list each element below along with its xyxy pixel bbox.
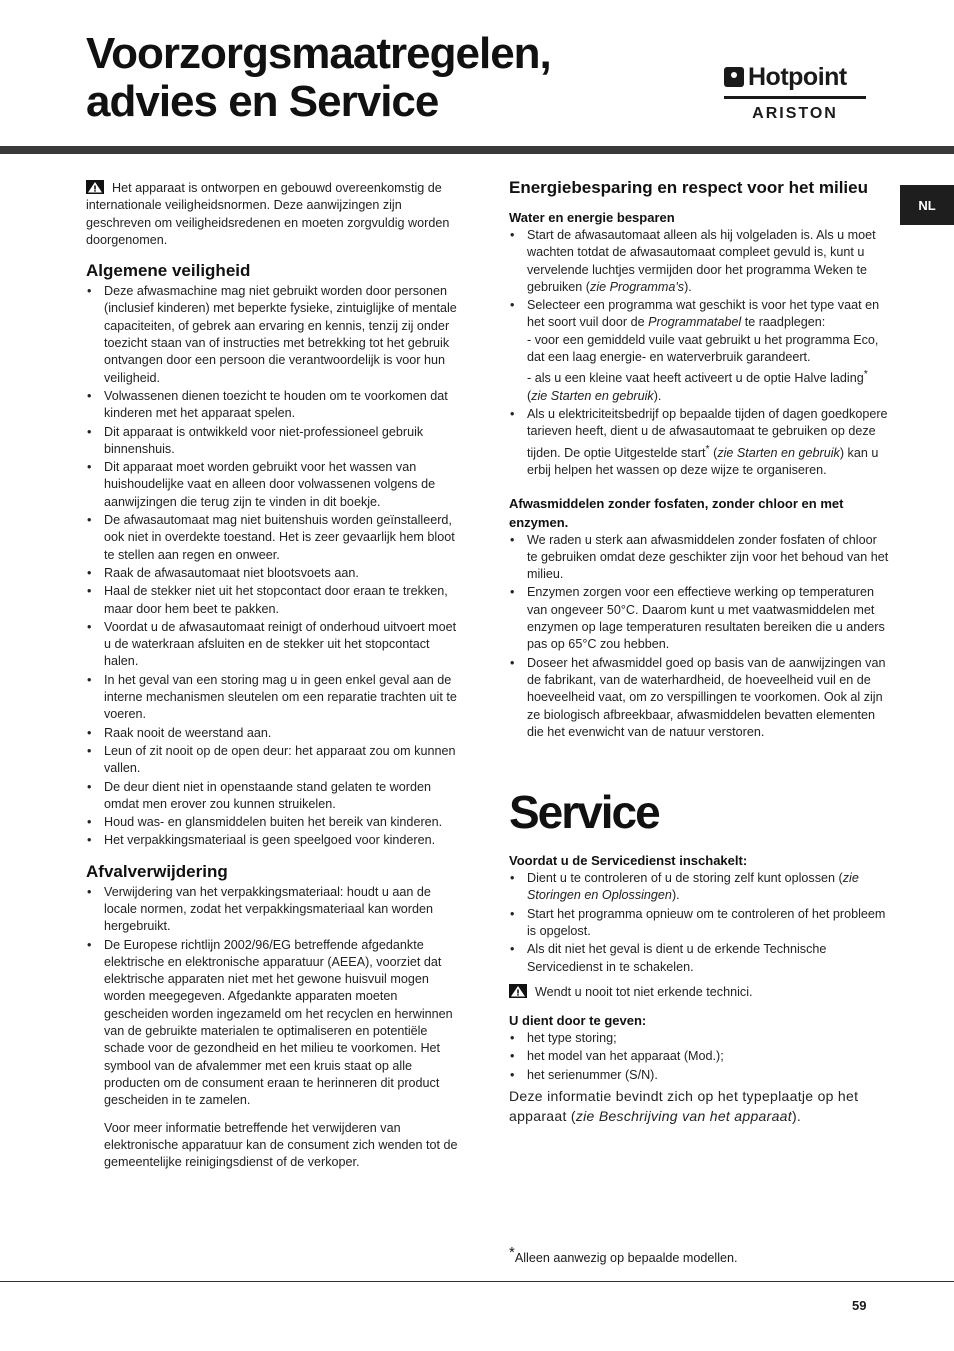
- list-item: • Haal de stekker niet uit het stopcontact door eraan te trekken, maar door hem beet te pakken.: [86, 583, 464, 618]
- detergent-list: [509, 532, 889, 742]
- list-item: • De afwasautomaat mag niet buitenshuis worden geïnstalleerd, ook niet in overdekte toestand. Het is zeer gevaarlijk hem bloot te stellen aan regen en onweer.: [86, 512, 464, 564]
- list-item: • het model van het apparaat (Mod.);: [509, 1048, 889, 1065]
- water-subheading: Water en energie besparen: [509, 210, 675, 225]
- list-item: • Verwijdering van het verpakkingsmateriaal: houdt u aan de locale normen, zodat het verpakkingsmateriaal kan worden hergebruikt.: [86, 884, 464, 936]
- list-item: • De deur dient niet in openstaande stand gelaten te worden omdat men erover zou kunnen struikelen.: [86, 779, 464, 814]
- detergent-subheading: Afwasmiddelen zonder fosfaten, zonder chloor en met enzymen.: [509, 495, 844, 530]
- give-subheading: U dient door te geven:: [509, 1013, 647, 1029]
- list-item: • Voordat u de afwasautomaat reinigt of onderhoud uitvoert moet u de waterkraan afsluiten en de stekker uit het stopcontact halen.: [86, 619, 464, 671]
- logo-name: Hotpoint: [748, 62, 847, 91]
- before-service-subheading: Voordat u de Servicedienst inschakelt:: [509, 853, 748, 869]
- list-item: • Leun of zit nooit op de open deur: het apparaat zou om kunnen vallen.: [86, 743, 464, 778]
- list-item: • Volwassenen dienen toezicht te houden om te voorkomen dat kinderen met het apparaat spelen.: [86, 388, 464, 423]
- list-item: • Houd was- en glansmiddelen buiten het bereik van kinderen.: [86, 814, 464, 831]
- list-item: • Dit apparaat moet worden gebruikt voor het wassen van huishoudelijke vaat en alleen door volwassenen volgens de aanwijzingen die terug zijn te vinden in dit boekje.: [86, 459, 464, 511]
- intro-paragraph: [86, 180, 464, 249]
- list-item: • het type storing;: [509, 1030, 889, 1047]
- safety-heading: Algemene veiligheid: [86, 261, 251, 281]
- list-item: • Het verpakkingsmateriaal is geen speelgoed voor kinderen.: [86, 832, 464, 849]
- page-title-line1: Voorzorgsmaatregelen,: [86, 29, 551, 78]
- page-title: [86, 30, 551, 126]
- list-item: • In het geval van een storing mag u in geen enkel geval aan de interne mechanismen sleutelen om een reparatie trachten uit te voeren.: [86, 672, 464, 724]
- safety-list: [86, 283, 464, 850]
- logo-divider: [724, 96, 866, 99]
- list-item: • Raak de afwasautomaat niet blootsvoets aan.: [86, 565, 464, 582]
- service-title: Service: [509, 786, 659, 839]
- intro-text: Het apparaat is ontworpen en gebouwd overeenkomstig de internationale veiligheidsnormen. Deze aanwijzingen zijn geschreven om veiligheidsredenen en moeten zorgvuldig worden doorgenomen.: [86, 181, 450, 247]
- list-item: • Selecteer een programma wat geschikt is voor het type vaat en het soort vuil door de Programmatabel te raadplegen: - voor een gemiddeld vuile vaat gebruikt u het programma Eco, dat een laag energie- en waterverbruik garandeert. - als u een kleine vaat heeft activeert u de optie Halve lading* (zie Starten en gebruik).: [509, 297, 889, 405]
- page-number: 59: [852, 1298, 867, 1313]
- right-column: [509, 178, 889, 1140]
- left-column: [86, 180, 464, 1184]
- waste-note: Voor meer informatie betreffende het verwijderen van elektronische apparatuur kan de consument zich wenden tot de gemeentelijke reinigingsdienst of de verkoper.: [104, 1120, 458, 1170]
- waste-heading: Afvalverwijdering: [86, 861, 228, 881]
- list-item: • Enzymen zorgen voor een effectieve werking op temperaturen van ongeveer 50°C. Daarom kunt u met vaatwasmiddelen met enzymen op lage temperaturen resultaten bereiken die u anders pas op 65°C zou hebben.: [509, 584, 889, 653]
- list-item: • Als dit niet het geval is dient u de erkende Technische Servicedienst in te schakelen.: [509, 941, 889, 976]
- list-item: • Als u elektriciteitsbedrijf op bepaalde tijden of dagen goedkopere tarieven heeft, dient u de afwasautomaat te gebruiken op deze tijden. De optie Uitgestelde start* (zie Starten en gebruik) kan u erbij helpen het wassen op deze wijze te organiseren.: [509, 406, 889, 479]
- logo-mark-icon: [724, 67, 744, 87]
- list-item: • Dient u te controleren of u de storing zelf kunt oplossen (zie Storingen en Oplossingen).: [509, 870, 889, 905]
- before-service-list: [509, 870, 889, 976]
- list-item: • Start de afwasautomaat alleen als hij volgeladen is. Als u moet wachten totdat de afwasautomaat compleet gevuld is, kunt u vervelende luchtjes vermijden door het programma Weken te gebruiken (zie Programma's).: [509, 227, 889, 296]
- logo-subname: ARISTON: [752, 105, 838, 122]
- energy-heading: Energiebesparing en respect voor het milieu: [509, 178, 868, 197]
- waste-list: [86, 884, 464, 1110]
- footer-divider: [0, 1281, 954, 1282]
- list-item: • We raden u sterk aan afwasmiddelen zonder fosfaten of chloor te gebruiken omdat deze geschikter zijn voor het behoud van het milieu.: [509, 532, 889, 584]
- warning-icon: [86, 180, 104, 194]
- give-list: [509, 1030, 889, 1084]
- warning-icon: [509, 984, 527, 998]
- water-list: [509, 227, 889, 480]
- footnote: *Alleen aanwezig op bepaalde modellen.: [509, 1244, 738, 1266]
- technician-warning: Wendt u nooit tot niet erkende technici.: [509, 984, 889, 1001]
- list-item: • Start het programma opnieuw om te controleren of het probleem is opgelost.: [509, 906, 889, 941]
- info-paragraph: Deze informatie bevindt zich op het typeplaatje op het apparaat (zie Beschrijving van het apparaat).: [509, 1088, 859, 1125]
- header-divider: [0, 146, 954, 154]
- page-title-line2: advies en Service: [86, 77, 439, 126]
- list-item: • De Europese richtlijn 2002/96/EG betreffende afgedankte elektrische en elektronische apparatuur (AEEA), voorziet dat elektrische apparaten niet met het gewone huisvuil mogen worden meegegeven. Afgedankte apparaten moeten gescheiden worden ingezameld om het recyclen en herwinnen van de gebruikte materialen te optimaliseren en potentiële schade voor de gezondheid en het milieu te voorkomen. Het symbool van de afvalemmer met een kruis staat op alle producten om de consument eraan te herinneren dit product gescheiden in te zamelen.: [86, 937, 464, 1110]
- brand-logo: [724, 60, 866, 123]
- list-item: • Dit apparaat is ontwikkeld voor niet-professioneel gebruik binnenshuis.: [86, 424, 464, 459]
- list-item: • het serienummer (S/N).: [509, 1067, 889, 1084]
- list-item: • Raak nooit de weerstand aan.: [86, 725, 464, 742]
- language-tab: NL: [900, 185, 954, 225]
- list-item: • Deze afwasmachine mag niet gebruikt worden door personen (inclusief kinderen) met beperkte fysieke, zintuiglijke of mentale capaciteiten, of gebrek aan ervaring en kennis, tenzij zij onder toezicht staan van of instructies met betrekking tot het gebruik ontvangen door een persoon die verantwoordelijk is voor hun veiligheid.: [86, 283, 464, 387]
- list-item: • Doseer het afwasmiddel goed op basis van de aanwijzingen van de fabrikant, van de waterhardheid, de hoeveelheid vuil en de hoeveelheid vaat, om zo verspillingen te voorkomen. Ook al zijn ze biologisch afbreekbaar, afwasmiddelen bevatten elementen die het evenwicht van de natuur verstoren.: [509, 655, 889, 741]
